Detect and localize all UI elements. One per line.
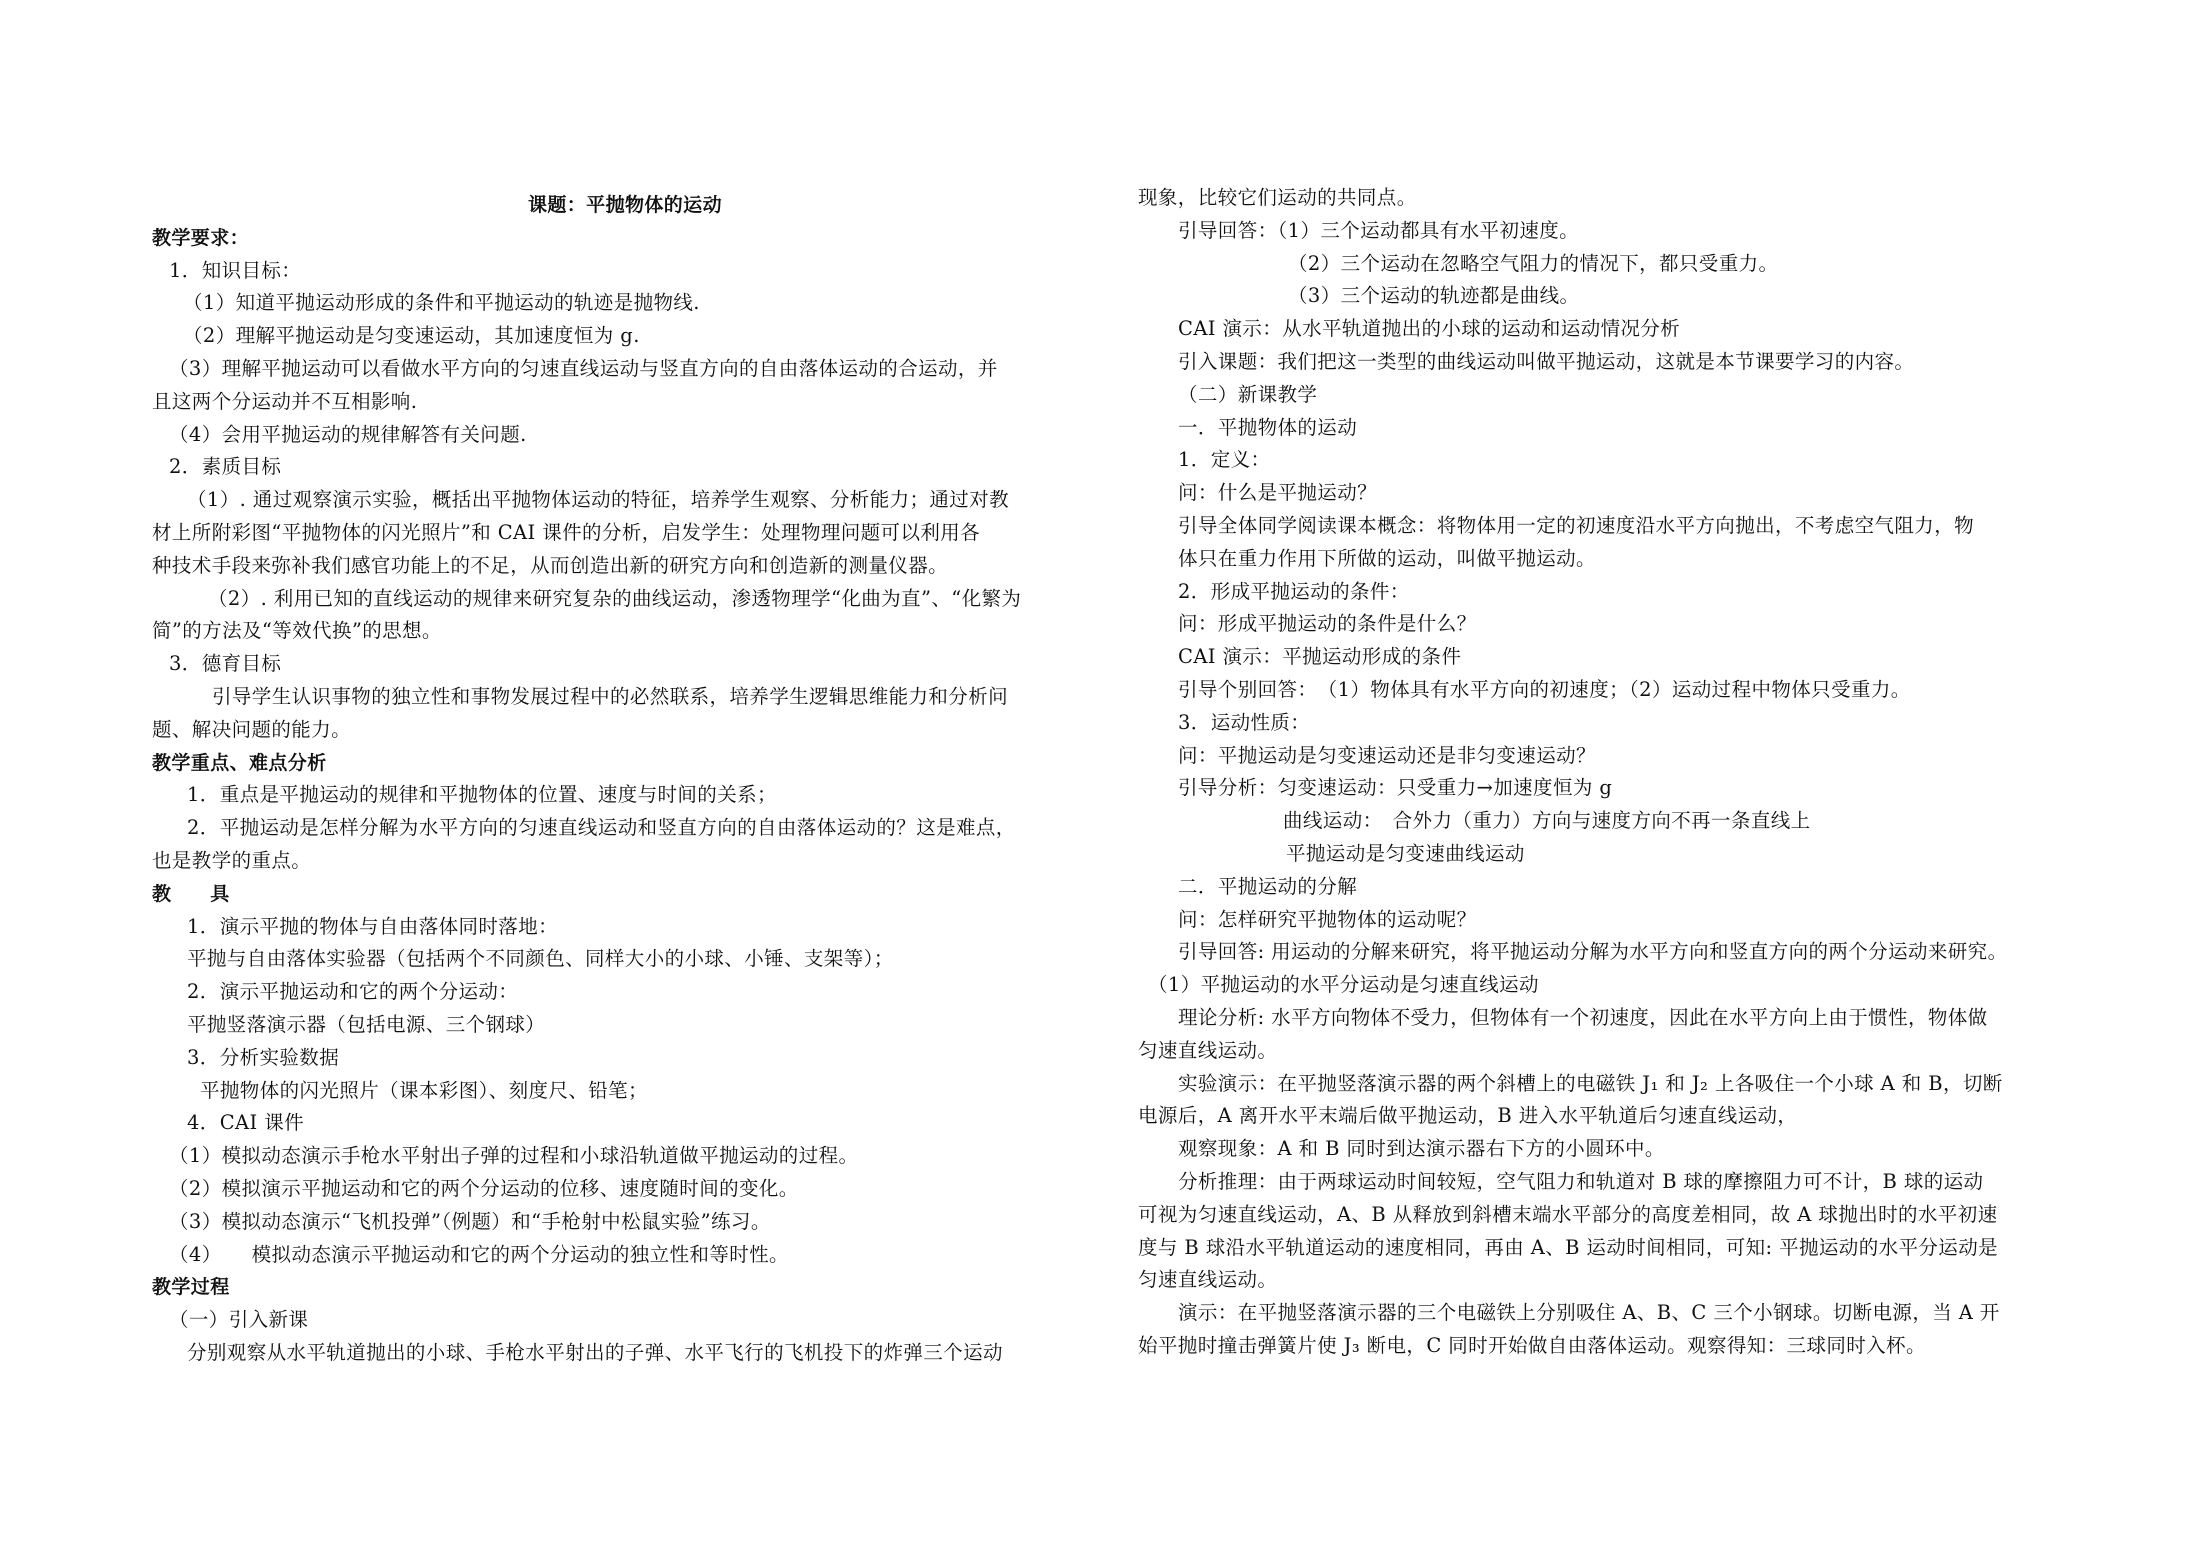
right-text-line: 引导回答: 用运动的分解来研究，将平抛运动分解为水平方向和竖直方向的两个分运动来研究。 xyxy=(1178,940,2008,964)
right-text-line: 度与 B 球沿水平轨道运动的速度相同，再由 A、B 运动时间相同，可知: 平抛运动的水平分运动是 xyxy=(1138,1235,1999,1259)
left-column xyxy=(152,189,1098,1370)
left-text-line: 1．知识目标： xyxy=(169,258,302,282)
left-text-line: 教学过程 xyxy=(152,1276,230,1299)
left-text-line: 平抛竖落演示器（包括电源、三个钢球） xyxy=(187,1012,546,1036)
left-text-line: （1）模拟动态演示手枪水平射出子弹的过程和小球沿轨道做平抛运动的过程。 xyxy=(169,1144,859,1168)
right-text-line: 引入课题：我们把这一类型的曲线运动叫做平抛运动，这就是本节课要学习的内容。 xyxy=(1178,349,1915,373)
right-text-line: 问：怎样研究平抛物体的运动呢？ xyxy=(1178,907,1477,931)
left-text-line: （1）知道平抛运动形成的条件和平抛运动的轨迹是抛物线. xyxy=(183,291,700,315)
left-text-line: 2．演示平抛运动和它的两个分运动： xyxy=(187,980,519,1004)
left-text-line: 引导学生认识事物的独立性和事物发展过程中的必然联系，培养学生逻辑思维能力和分析问 xyxy=(212,684,1009,708)
left-text-line: （4） 模拟动态演示平抛运动和它的两个分运动的独立性和等时性。 xyxy=(169,1242,789,1266)
left-text-line: 3．德育目标 xyxy=(169,652,282,676)
left-text-line: 题、解决问题的能力。 xyxy=(152,717,352,741)
right-text-line: 引导分析：匀变速运动：只受重力→加速度恒为 g xyxy=(1178,776,1613,800)
right-text-line: 1．定义： xyxy=(1178,448,1271,472)
left-text-line: 教学要求： xyxy=(152,226,250,249)
right-text-line: 问：什么是平抛运动？ xyxy=(1178,481,1378,505)
left-text-line: 4．CAI 课件 xyxy=(187,1111,305,1135)
left-text-line: 2．素质目标 xyxy=(169,455,282,479)
right-text-line: 曲线运动： 合外力（重力）方向与速度方向不再一条直线上 xyxy=(1283,809,1811,833)
left-text-line: 1．演示平抛的物体与自由落体同时落地： xyxy=(187,914,559,938)
right-text-line: 一．平抛物体的运动 xyxy=(1178,415,1358,439)
left-text-line: 材上所附彩图“平抛物体的闪光照片”和 CAI 课件的分析，启发学生：处理物理问题可以利用各 xyxy=(152,520,981,544)
left-text-line: （3）理解平抛运动可以看做水平方向的匀速直线运动与竖直方向的自由落体运动的合运动，并 xyxy=(169,356,998,380)
right-text-line: 匀速直线运动。 xyxy=(1138,1038,1278,1062)
right-text-line: 问：平抛运动是匀变速运动还是非匀变速运动？ xyxy=(1178,743,1596,767)
right-text-line: 引导全体同学阅读课本概念：将物体用一定的初速度沿水平方向抛出，不考虑空气阻力，物 xyxy=(1178,513,1975,537)
right-text-line: 引导个别回答： （1）物体具有水平方向的初速度；（2）运动过程中物体只受重力。 xyxy=(1178,677,1911,701)
left-text-line: 平抛与自由落体实验器（包括两个不同颜色、同样大小的小球、小锤、支架等）； xyxy=(187,947,894,971)
left-text-line: （2）. 利用已知的直线运动的规律来研究复杂的曲线运动，渗透物理学“化曲为直”、“化繁为 xyxy=(208,586,1022,610)
left-text-line: 3．分析实验数据 xyxy=(187,1045,340,1069)
right-text-line: 实验演示：在平抛竖落演示器的两个斜槽上的电磁铁 J₁ 和 J₂ 上各吸住一个小球 A 和 B，切断 xyxy=(1178,1071,2003,1095)
left-text-line: （1）. 通过观察演示实验，概括出平抛物体运动的特征，培养学生观察、分析能力；通过对教 xyxy=(187,488,1010,512)
right-text-line: （1）平抛运动的水平分运动是匀速直线运动 xyxy=(1148,973,1539,997)
right-text-line: 引导回答：（1）三个运动都具有水平初速度。 xyxy=(1178,218,1580,242)
left-text-line: 也是教学的重点。 xyxy=(152,848,312,872)
left-text-line: 且这两个分运动并不互相影响. xyxy=(152,389,418,413)
left-text-line: 1．重点是平抛运动的规律和平抛物体的位置、速度与时间的关系； xyxy=(187,783,777,807)
left-text-line: （4）会用平抛运动的规律解答有关问题. xyxy=(169,422,527,446)
left-text-line: 分别观察从水平轨道抛出的小球、手枪水平射出的子弹、水平飞行的飞机投下的炸弹三个运动 xyxy=(187,1340,1003,1364)
right-text-line: CAI 演示：从水平轨道抛出的小球的运动和运动情况分析 xyxy=(1178,317,1681,341)
right-text-line: 匀速直线运动。 xyxy=(1138,1268,1278,1292)
right-text-line: 平抛运动是匀变速曲线运动 xyxy=(1286,841,1525,865)
left-text-line: （2）模拟演示平抛运动和它的两个分运动的位移、速度随时间的变化。 xyxy=(169,1176,799,1200)
right-text-line: 理论分析: 水平方向物体不受力，但物体有一个初速度，因此在水平方向上由于惯性，物体做 xyxy=(1178,1005,1988,1029)
right-text-line: 电源后，A 离开水平末端后做平抛运动，B 进入水平轨道后匀速直线运动， xyxy=(1138,1104,1798,1128)
right-column xyxy=(1138,182,2071,1363)
right-text-line: 现象，比较它们运动的共同点。 xyxy=(1138,186,1417,209)
right-text-line: 演示：在平抛竖落演示器的三个电磁铁上分别吸住 A、B、C 三个小钢球。切断电源，当 A 开 xyxy=(1178,1301,2000,1325)
right-text-line: 问：形成平抛运动的条件是什么？ xyxy=(1178,612,1477,636)
right-text-line: 3．运动性质： xyxy=(1178,710,1311,734)
left-text-line: 平抛物体的闪光照片（课本彩图）、刻度尺、铅笔； xyxy=(200,1078,648,1102)
left-text-line: 简”的方法及“等效代换”的思想。 xyxy=(152,619,442,643)
left-text-line: （3）模拟动态演示“飞机投弹”（例题）和“手枪射中松鼠实验”练习。 xyxy=(169,1209,771,1233)
right-text-line: 可视为匀速直线运动，A、B 从释放到斜槽末端水平部分的高度差相同，故 A 球抛出时的水平初速 xyxy=(1138,1202,1998,1226)
left-text-line: 教学重点、难点分析 xyxy=(152,751,327,774)
right-text-line: （3）三个运动的轨迹都是曲线。 xyxy=(1288,284,1580,308)
right-text-line: 2．形成平抛运动的条件： xyxy=(1178,579,1410,603)
right-text-line: 观察现象：A 和 B 同时到达演示器右下方的小圆环中。 xyxy=(1178,1137,1665,1161)
right-text-line: （二）新课教学 xyxy=(1178,382,1318,406)
right-text-line: （2）三个运动在忽略空气阻力的情况下，都只受重力。 xyxy=(1288,251,1779,275)
right-text-line: 分析推理：由于两球运动时间较短，空气阻力和轨道对 B 球的摩擦阻力可不计，B 球的运动 xyxy=(1178,1169,1984,1193)
left-text-line: 2．平抛运动是怎样分解为水平方向的匀速直线运动和竖直方向的自由落体运动的？这是难点， xyxy=(187,816,1016,840)
right-text-line: 二．平抛运动的分解 xyxy=(1178,874,1358,898)
left-text-line: （一）引入新课 xyxy=(169,1308,309,1332)
left-text-line: 课题：平抛物体的运动 xyxy=(527,194,722,216)
left-text-line: 教 具 xyxy=(152,882,230,905)
left-text-line: （2）理解平抛运动是匀变速运动，其加速度恒为 g. xyxy=(183,324,640,348)
right-text-line: CAI 演示：平抛运动形成的条件 xyxy=(1178,645,1462,669)
left-text-line: 种技术手段来弥补我们感官功能上的不足，从而创造出新的研究方向和创造新的测量仪器。 xyxy=(152,553,949,577)
right-text-line: 始平抛时撞击弹簧片使 J₃ 断电，C 同时开始做自由落体运动。观察得知：三球同时入杯。 xyxy=(1138,1333,1926,1357)
right-text-line: 体只在重力作用下所做的运动，叫做平抛运动。 xyxy=(1178,546,1596,570)
